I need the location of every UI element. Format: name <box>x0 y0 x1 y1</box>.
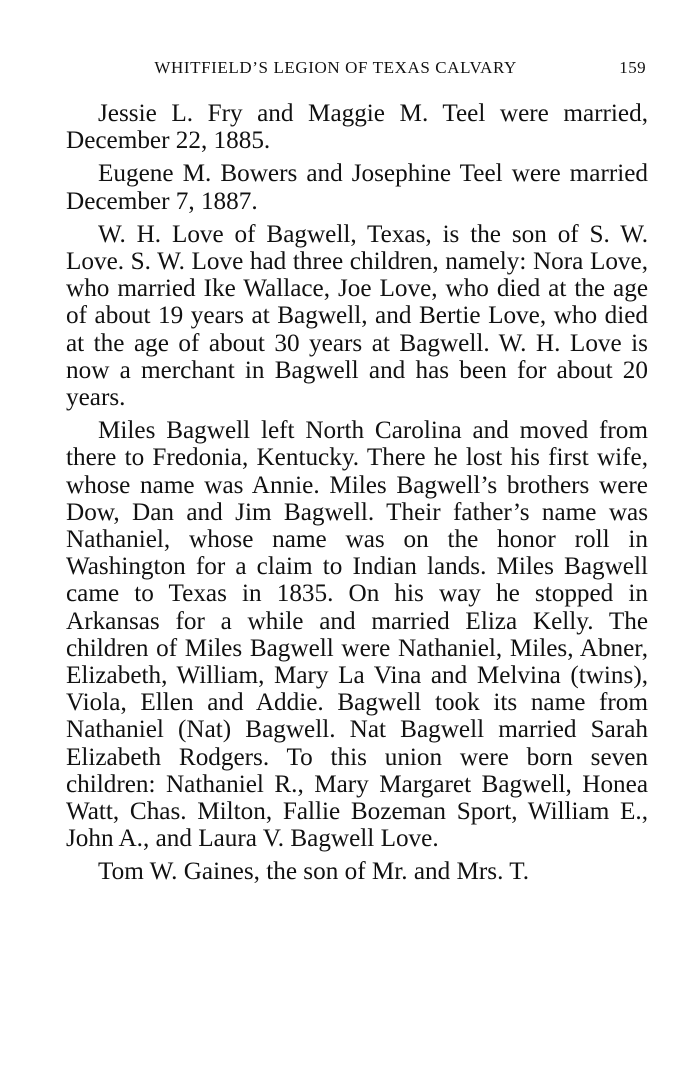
running-head <box>66 58 646 80</box>
body-text <box>66 100 648 886</box>
paragraph-bowers-teel-marriage: Eugene M. Bowers and Josephine Teel were married December 7, 1887. <box>66 160 648 215</box>
running-title: WHITFIELD’S LEGION OF TEXAS CALVARY <box>154 58 517 77</box>
paragraph-fry-teel-marriage: Jessie L. Fry and Maggie M. Teel were married, December 22, 1885. <box>66 100 648 155</box>
paragraph-bagwell-family: Miles Bagwell left North Carolina and moved from there to Fredonia, Kentucky. There he lost his first wife, whose name was Annie. Miles Bagwell’s brothers were Dow, Dan and Jim Bagwell. Their father’s name was Nathaniel, whose name was on the honor roll in Washington for a claim to Indian lands. Miles Bagwell came to Texas in 1835. On his way he stopped in Arkansas for a while and married Eliza Kelly. The children of Miles Bagwell were Nathaniel, Miles, Abner, Elizabeth, William, Mary La Vina and Melvina (twins), Viola, Ellen and Addie. Bagwell took its name from Nathaniel (Nat) Bagwell. Nat Bagwell married Sarah Elizabeth Rodgers. To this union were born seven children: Nathaniel R., Mary Margaret Bagwell, Honea Watt, Chas. Milton, Fallie Bozeman Sport, William E., John A., and Laura V. Bagwell Love. <box>66 417 648 853</box>
paragraph-love-family: W. H. Love of Bagwell, Texas, is the son of S. W. Love. S. W. Love had three children, namely: Nora Love, who married Ike Wallace, Joe Love, who died at the age of about 19 years at Bagwell, and Bertie Love, who died at the age of about 30 years at Bagwell. W. H. Love is now a merchant in Bagwell and has been for about 20 years. <box>66 220 648 412</box>
page-number: 159 <box>619 58 646 77</box>
paragraph-gaines: Tom W. Gaines, the son of Mr. and Mrs. T. <box>98 858 530 886</box>
